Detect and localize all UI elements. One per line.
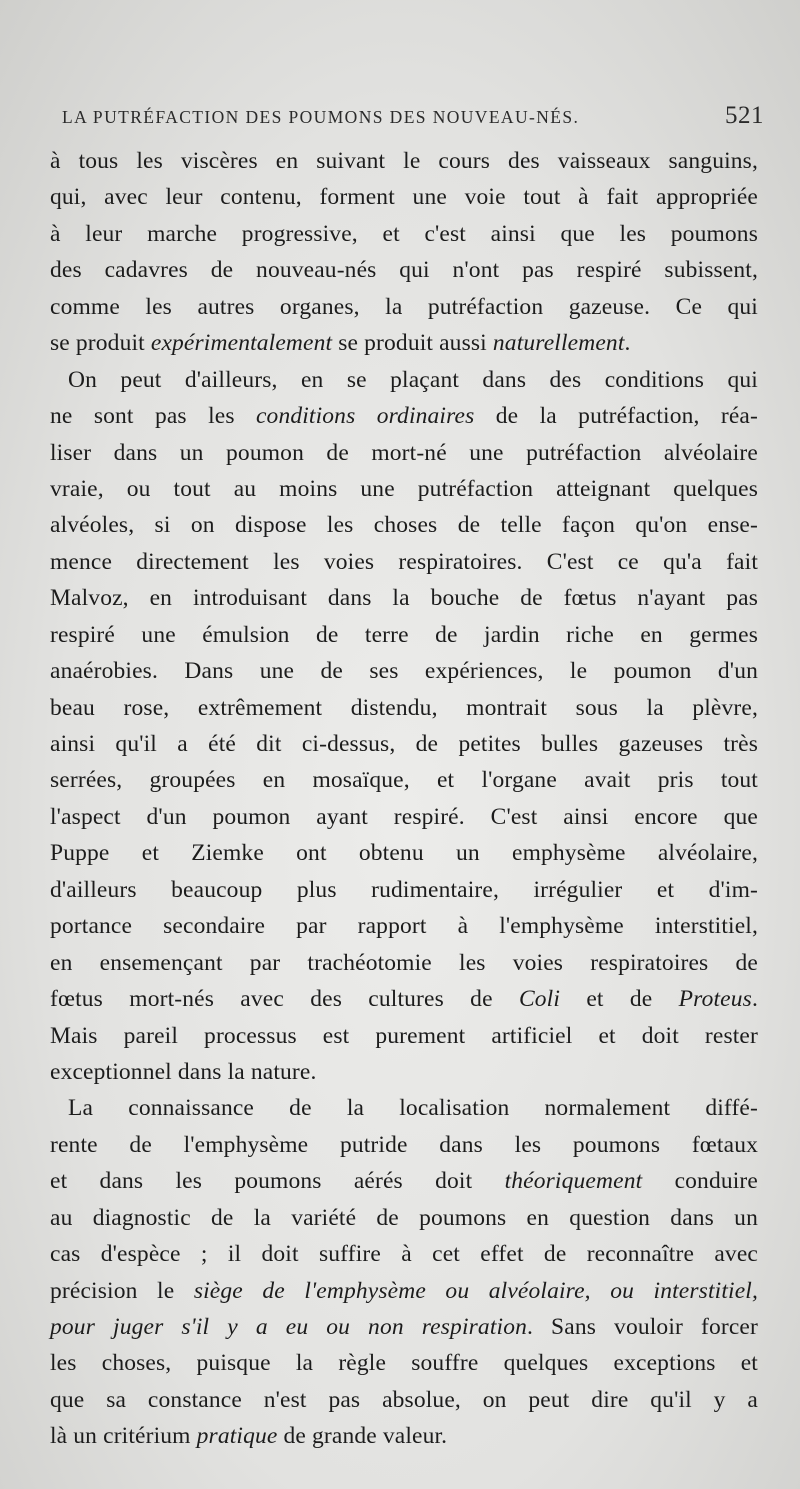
text-line	[50, 945, 758, 981]
text-run: de la putréfaction, réa-	[474, 403, 758, 430]
text-line	[50, 762, 758, 798]
text-line	[50, 1018, 758, 1054]
italic-text: Coli	[518, 986, 561, 1013]
text-line	[50, 143, 758, 179]
text-run: ne sont pas les	[50, 403, 256, 430]
text-line	[50, 507, 758, 543]
text-run: fœtus mort-nés avec des cultures de	[50, 986, 519, 1013]
italic-text: Proteus	[678, 986, 752, 1013]
text-line	[50, 908, 758, 944]
text-line	[50, 362, 758, 398]
paragraph	[50, 143, 758, 362]
italic-text: pour juger s'il y a eu ou non respiration	[50, 1314, 527, 1340]
text-line	[50, 325, 758, 361]
text-line	[50, 252, 758, 288]
text-line	[50, 1236, 758, 1272]
running-title: LA PUTRÉFACTION DES POUMONS DES NOUVEAU-NÉS.	[62, 107, 580, 127]
text-line	[50, 1054, 758, 1090]
text-run: .	[624, 330, 631, 357]
text-run: alvéoles, si on dispose les choses de telle façon qu'on ense-	[50, 512, 758, 539]
text-run: d'ailleurs beaucoup plus rudimentaire, irrégulier et d'im-	[50, 876, 758, 903]
text-line	[50, 1418, 758, 1454]
page-number: 521	[725, 102, 764, 129]
text-run: et de	[560, 986, 679, 1013]
text-run: On peut d'ailleurs, en se plaçant dans des conditions qui	[68, 366, 758, 393]
text-line	[50, 1273, 758, 1309]
text-run: exceptionnel dans la nature.	[50, 1058, 317, 1085]
text-run: serrées, groupées en mosaïque, et l'organe avait pris tout	[50, 767, 758, 794]
text-line	[50, 653, 758, 689]
italic-text: pratique	[196, 1423, 278, 1450]
text-run: et dans les poumons aérés doit	[50, 1168, 505, 1195]
text-run: . Sans vouloir forcer	[527, 1314, 758, 1340]
text-line	[50, 690, 758, 726]
text-run: portance secondaire par rapport à l'emphysème interstitiel,	[50, 913, 758, 940]
text-line	[50, 1382, 758, 1418]
italic-text: conditions ordinaires	[255, 403, 475, 430]
text-line	[50, 289, 758, 325]
text-line	[50, 981, 758, 1017]
text-run: vraie, ou tout au moins une putréfaction atteignant quelques	[50, 475, 758, 502]
text-line	[50, 1345, 758, 1381]
italic-text: naturellement	[492, 330, 625, 357]
text-run: l'aspect d'un poumon ayant respiré. C'est ainsi encore que	[50, 803, 758, 830]
text-line	[50, 1090, 758, 1126]
text-run: au diagnostic de la variété de poumons en question dans un	[50, 1204, 758, 1231]
text-line	[50, 471, 758, 507]
text-run: en ensemençant par trachéotomie les voies respiratoires de	[50, 949, 758, 976]
text-run: se produit	[50, 330, 151, 357]
text-line	[50, 435, 758, 471]
text-run: liser dans un poumon de mort-né une putréfaction alvéolaire	[50, 439, 758, 466]
text-line	[50, 799, 758, 835]
text-run: ainsi qu'il a été dit ci-dessus, de petites bulles gazeuses très	[50, 731, 758, 757]
text-line	[50, 872, 758, 908]
text-run: de grande valeur.	[277, 1423, 448, 1450]
text-run: là un critérium	[50, 1423, 197, 1450]
text-line	[50, 580, 758, 616]
italic-text: expérimentalement	[150, 330, 333, 357]
text-run: se produit aussi	[332, 330, 493, 357]
text-line	[50, 1200, 758, 1236]
running-head	[62, 102, 764, 130]
text-line	[50, 544, 758, 580]
text-run: à tous les viscères en suivant le cours des vaisseaux sanguins,	[50, 148, 758, 174]
text-run: précision le	[50, 1277, 194, 1304]
text-run: cas d'espèce ; il doit suffire à cet effet de reconnaître avec	[50, 1241, 758, 1268]
text-line	[50, 617, 758, 653]
text-run: des cadavres de nouveau-nés qui n'ont pas respiré subissent,	[50, 257, 758, 284]
text-run: que sa constance n'est pas absolue, on peut dire qu'il y a	[50, 1386, 758, 1413]
text-run: Malvoz, en introduisant dans la bouche de fœtus n'ayant pas	[50, 585, 758, 612]
text-run: .	[751, 986, 758, 1013]
text-line	[50, 216, 758, 252]
text-run: Mais pareil processus est purement artificiel et doit rester	[50, 1022, 758, 1049]
body-text	[50, 143, 758, 1455]
paragraph	[50, 362, 758, 1091]
text-run: La connaissance de la localisation normalement diffé-	[68, 1095, 758, 1122]
text-run: beau rose, extrêmement distendu, montrait sous la plèvre,	[50, 694, 758, 721]
italic-text: siège de l'emphysème ou alvéolaire, ou interstitiel,	[193, 1277, 758, 1304]
text-run: conduire	[642, 1168, 758, 1195]
text-run: qui, avec leur contenu, forment une voie tout à fait appropriée	[50, 184, 758, 211]
text-run: les choses, puisque la règle souffre quelques exceptions et	[50, 1350, 758, 1377]
text-line	[50, 1127, 758, 1163]
text-line	[50, 835, 758, 871]
text-line	[50, 1163, 758, 1199]
text-run: anaérobies. Dans une de ses expériences, le poumon d'un	[50, 658, 758, 685]
text-run: à leur marche progressive, et c'est ainsi que les poumons	[50, 220, 758, 247]
text-run: comme les autres organes, la putréfaction gazeuse. Ce qui	[50, 293, 758, 320]
text-run: rente de l'emphysème putride dans les poumons fœtaux	[50, 1131, 758, 1158]
text-run: mence directement les voies respiratoires. C'est ce qu'a fait	[50, 548, 758, 575]
text-line	[50, 398, 758, 434]
italic-text: théoriquement	[504, 1168, 643, 1195]
text-line	[50, 726, 758, 762]
text-run: respiré une émulsion de terre de jardin riche en germes	[50, 621, 758, 648]
text-run: Puppe et Ziemke ont obtenu un emphysème alvéolaire,	[50, 840, 758, 867]
text-line	[50, 179, 758, 215]
paragraph	[50, 1090, 758, 1454]
text-line	[50, 1309, 758, 1345]
